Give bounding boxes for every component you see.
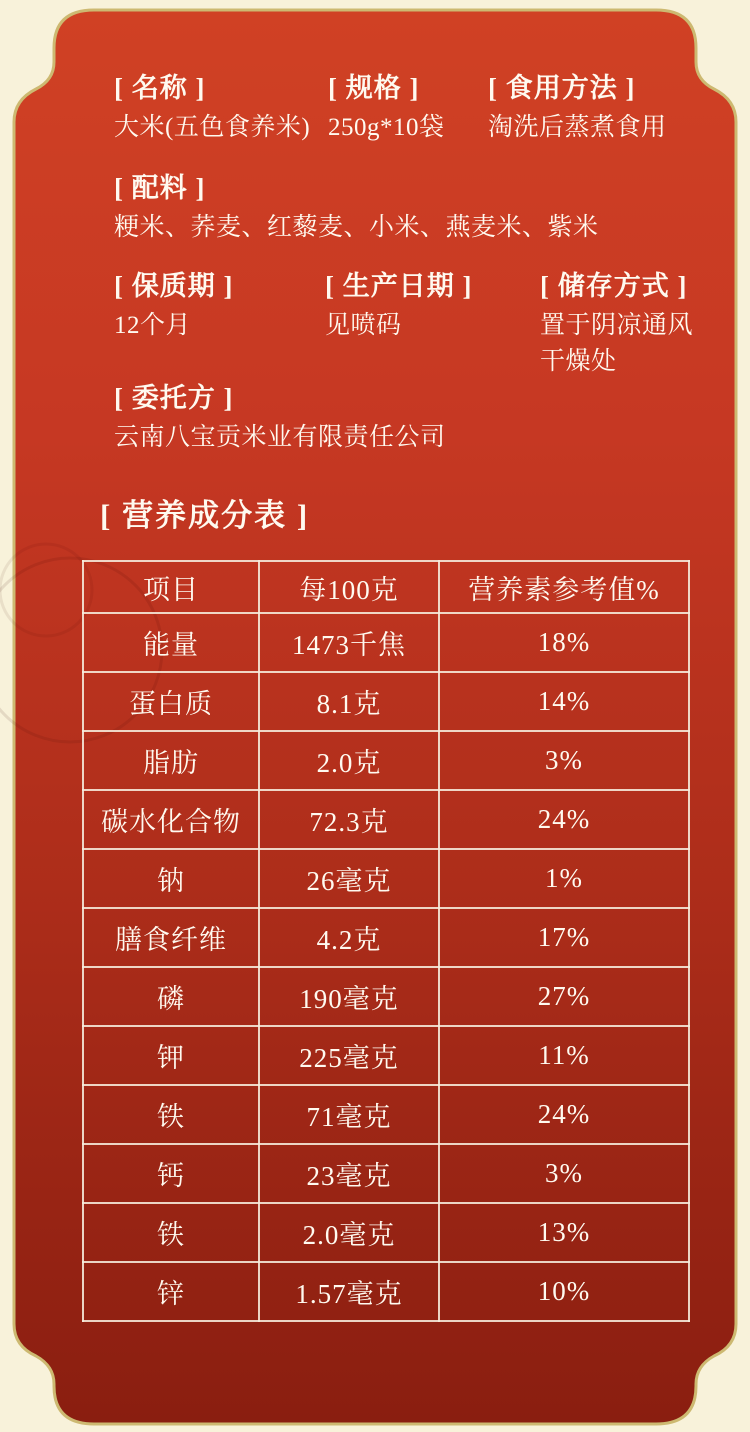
- field-product-name: [114, 70, 328, 146]
- field-shelf-life: [114, 268, 325, 380]
- amount-per-100g: 2.0毫克: [259, 1203, 439, 1262]
- nutrition-row: [83, 908, 689, 967]
- info-row-2: [114, 170, 720, 246]
- nutrition-row: [83, 967, 689, 1026]
- info-row-1: [114, 70, 720, 146]
- nutrition-row: [83, 672, 689, 731]
- nutrient-name: 膳食纤维: [83, 908, 259, 967]
- field-label: [ 配料 ]: [114, 173, 206, 203]
- amount-per-100g: 1473千焦: [259, 613, 439, 672]
- field-label: [ 委托方 ]: [114, 383, 234, 413]
- field-storage: [540, 268, 726, 380]
- field-value: 见喷码: [325, 312, 402, 339]
- nutrient-name: 蛋白质: [83, 672, 259, 731]
- nrv-percent: 13%: [439, 1203, 689, 1262]
- nutrient-name: 铁: [83, 1085, 259, 1144]
- field-spec: [328, 70, 488, 146]
- amount-per-100g: 23毫克: [259, 1144, 439, 1203]
- info-row-3: [114, 268, 726, 380]
- nrv-percent: 11%: [439, 1026, 689, 1085]
- field-label: [ 储存方式 ]: [540, 271, 688, 301]
- nrv-percent: 1%: [439, 849, 689, 908]
- field-label: [ 规格 ]: [328, 73, 420, 103]
- nutrient-name: 磷: [83, 967, 259, 1026]
- nutrient-name: 脂肪: [83, 731, 259, 790]
- nutrient-name: 铁: [83, 1203, 259, 1262]
- nrv-percent: 3%: [439, 731, 689, 790]
- field-value: 置于阴凉通风干燥处: [540, 312, 694, 375]
- nutrient-name: 能量: [83, 613, 259, 672]
- nrv-percent: 27%: [439, 967, 689, 1026]
- nutrition-row: [83, 731, 689, 790]
- nutrition-table-body: [83, 613, 689, 1321]
- field-label: [ 生产日期 ]: [325, 271, 473, 301]
- amount-per-100g: 4.2克: [259, 908, 439, 967]
- nutrient-name: 锌: [83, 1262, 259, 1321]
- nutrition-row: [83, 1203, 689, 1262]
- field-value: 云南八宝贡米业有限责任公司: [114, 424, 446, 451]
- col-header-item: 项目: [83, 561, 259, 613]
- nrv-percent: 17%: [439, 908, 689, 967]
- field-value: 大米(五色食养米): [114, 114, 311, 141]
- nutrition-row: [83, 790, 689, 849]
- nutrition-row: [83, 1085, 689, 1144]
- field-value: 250g*10袋: [328, 114, 445, 141]
- nutrition-header-row: [83, 561, 689, 613]
- field-ingredients: [114, 170, 599, 246]
- field-value: 淘洗后蒸煮食用: [488, 114, 667, 141]
- nutrition-row: [83, 1026, 689, 1085]
- nutrition-row: [83, 1144, 689, 1203]
- nrv-percent: 24%: [439, 1085, 689, 1144]
- field-usage: [488, 70, 720, 146]
- amount-per-100g: 225毫克: [259, 1026, 439, 1085]
- amount-per-100g: 8.1克: [259, 672, 439, 731]
- nrv-percent: 3%: [439, 1144, 689, 1203]
- field-label: [ 保质期 ]: [114, 271, 234, 301]
- amount-per-100g: 26毫克: [259, 849, 439, 908]
- amount-per-100g: 190毫克: [259, 967, 439, 1026]
- nutrient-name: 碳水化合物: [83, 790, 259, 849]
- field-label: [ 名称 ]: [114, 73, 206, 103]
- nrv-percent: 10%: [439, 1262, 689, 1321]
- field-value: 12个月: [114, 312, 192, 339]
- field-production-date: [325, 268, 540, 380]
- nrv-percent: 18%: [439, 613, 689, 672]
- nutrition-row: [83, 849, 689, 908]
- amount-per-100g: 2.0克: [259, 731, 439, 790]
- col-header-nrv-percent: 营养素参考值%: [439, 561, 689, 613]
- nrv-percent: 14%: [439, 672, 689, 731]
- nutrition-table-title: [ 营养成分表 ]: [100, 498, 310, 533]
- nutrient-name: 钾: [83, 1026, 259, 1085]
- nutrient-name: 钠: [83, 849, 259, 908]
- field-label: [ 食用方法 ]: [488, 73, 636, 103]
- amount-per-100g: 72.3克: [259, 790, 439, 849]
- amount-per-100g: 71毫克: [259, 1085, 439, 1144]
- field-value: 粳米、荞麦、红藜麦、小米、燕麦米、紫米: [114, 214, 599, 241]
- nutrition-row: [83, 613, 689, 672]
- nutrition-table: [82, 560, 690, 1322]
- nrv-percent: 24%: [439, 790, 689, 849]
- col-header-per-100g: 每100克: [259, 561, 439, 613]
- nutrient-name: 钙: [83, 1144, 259, 1203]
- nutrition-row: [83, 1262, 689, 1321]
- field-entrusting-party: [114, 380, 446, 456]
- amount-per-100g: 1.57毫克: [259, 1262, 439, 1321]
- info-row-4: [114, 380, 720, 456]
